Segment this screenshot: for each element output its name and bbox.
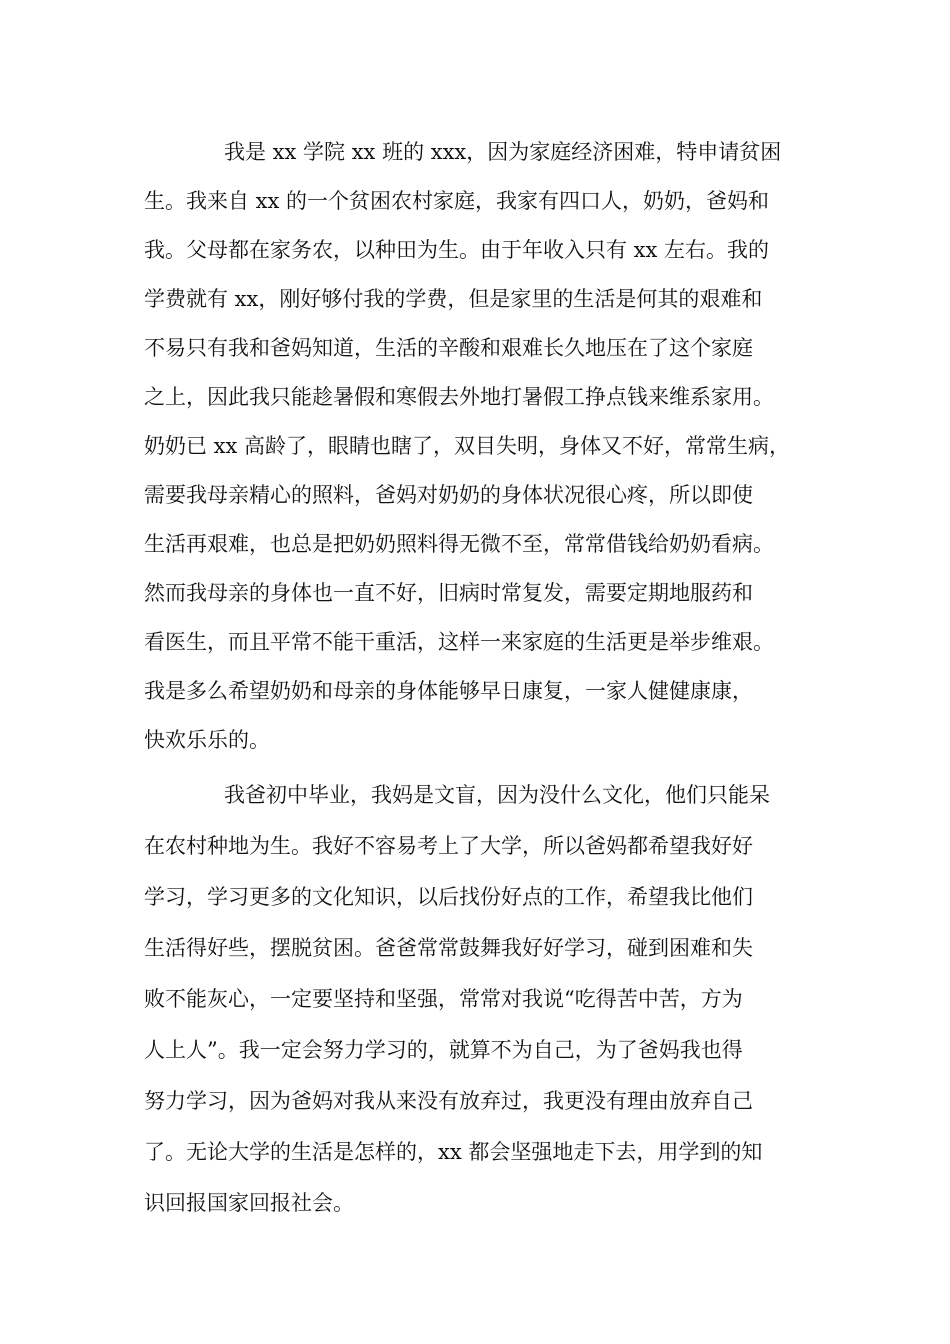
text-line: 我是 xx 学院 xx 班的 xxx，因为家庭经济困难，特申请贫困	[224, 140, 782, 164]
text-line: 在农村种地为生。我好不容易考上了大学，所以爸妈都希望我好好	[144, 834, 753, 858]
text-line: 了。无论大学的生活是怎样的，xx 都会坚强地走下去，用学到的知	[144, 1140, 763, 1164]
text-line: 人上人”。我一定会努力学习的，就算不为自己，为了爸妈我也得	[144, 1038, 743, 1062]
text-line: 败不能灰心，一定要坚持和坚强，常常对我说“吃得苦中苦，方为	[144, 987, 743, 1011]
text-line: 生活再艰难，也总是把奶奶照料得无微不至，常常借钱给奶奶看病。	[144, 532, 774, 556]
text-line: 生活得好些，摆脱贫困。爸爸常常鼓舞我好好学习，碰到困难和失	[144, 936, 753, 960]
text-line: 学费就有 xx，刚好够付我的学费，但是家里的生活是何其的艰难和	[144, 287, 763, 311]
text-line: 需要我母亲精心的照料，爸妈对奶奶的身体状况很心疼，所以即使	[144, 483, 753, 507]
text-line: 之上，因此我只能趁暑假和寒假去外地打暑假工挣点钱来维系家用。	[144, 385, 774, 409]
text-line: 努力学习，因为爸妈对我从来没有放弃过，我更没有理由放弃自己	[144, 1089, 753, 1113]
text-line: 然而我母亲的身体也一直不好，旧病时常复发，需要定期地服药和	[144, 581, 753, 605]
text-line: 我爸初中毕业，我妈是文盲，因为没什么文化，他们只能呆	[224, 783, 770, 807]
text-line: 识回报国家回报社会。	[144, 1191, 354, 1215]
text-line: 看医生，而且平常不能干重活，这样一来家庭的生活更是举步维艰。	[144, 630, 774, 654]
text-line: 奶奶已 xx 高龄了，眼睛也瞎了，双目失明，身体又不好，常常生病，	[144, 434, 791, 458]
text-line: 学习，学习更多的文化知识，以后找份好点的工作，希望我比他们	[144, 885, 753, 909]
text-line: 生。我来自 xx 的一个贫困农村家庭，我家有四口人，奶奶，爸妈和	[144, 189, 770, 213]
text-line: 不易只有我和爸妈知道，生活的辛酸和艰难长久地压在了这个家庭	[144, 336, 753, 360]
text-line: 我。父母都在家务农，以种田为生。由于年收入只有 xx 左右。我的	[144, 238, 770, 262]
text-line: 快欢乐乐的。	[144, 728, 270, 752]
text-line: 我是多么希望奶奶和母亲的身体能够早日康复，一家人健健康康，	[144, 679, 753, 703]
